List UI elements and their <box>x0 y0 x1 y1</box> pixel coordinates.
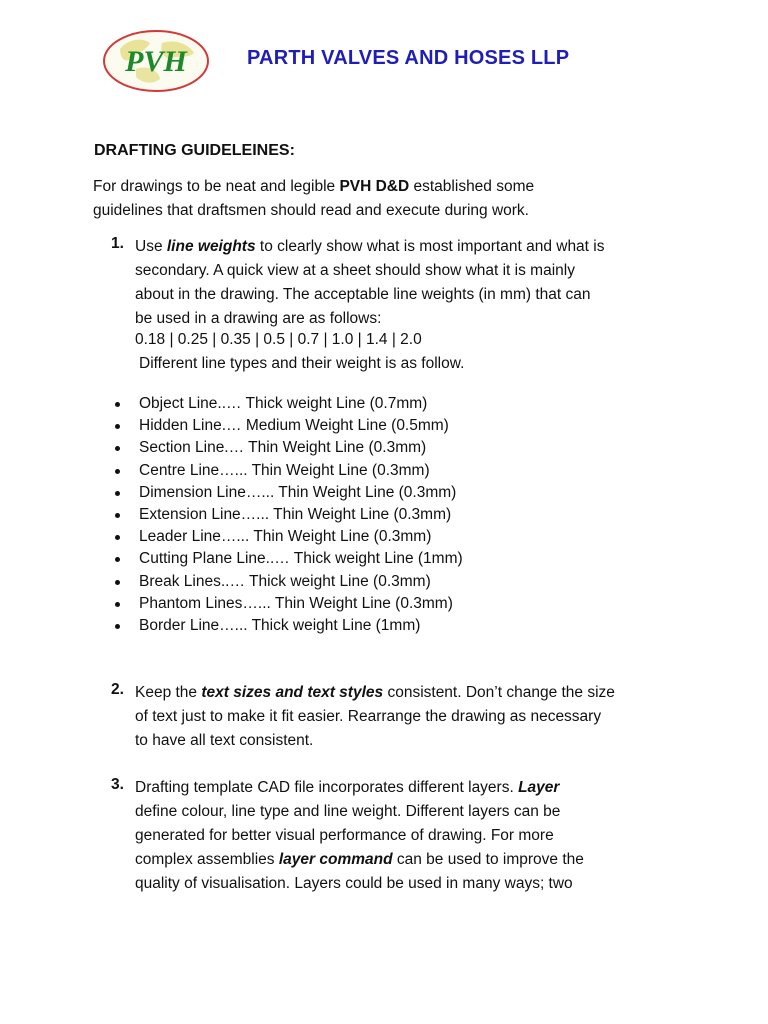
section-heading: DRAFTING GUIDELEINES: <box>94 142 295 159</box>
bullet-icon <box>115 624 120 629</box>
list-item: Break Lines..… Thick weight Line (0.3mm) <box>113 571 463 593</box>
list-item: Cutting Plane Line..… Thick weight Line (1mm) <box>113 548 463 570</box>
item-1-line: Use line weights to clearly show what is most important and what is <box>135 238 605 255</box>
item-3-line: quality of visualisation. Layers could be used in many ways; two <box>135 875 573 892</box>
bullet-icon <box>115 580 120 585</box>
list-item: Hidden Line.… Medium Weight Line (0.5mm) <box>113 415 463 437</box>
list-item: Border Line…... Thick weight Line (1mm) <box>113 615 463 637</box>
item-3-text <box>135 776 695 896</box>
bullet-icon <box>115 446 120 451</box>
bullet-icon <box>115 513 120 518</box>
list-item: Section Line.… Thin Weight Line (0.3mm) <box>113 437 463 459</box>
intro-paragraph <box>93 175 693 223</box>
bullet-icon <box>115 491 120 496</box>
item-2-number: 2. <box>111 681 124 698</box>
item-1-number: 1. <box>111 235 124 252</box>
line-weight-values: 0.18 | 0.25 | 0.35 | 0.5 | 0.7 | 1.0 | 1.4 | 2.0 <box>135 331 422 348</box>
list-item: Centre Line…... Thin Weight Line (0.3mm) <box>113 460 463 482</box>
item-1-text <box>135 235 695 331</box>
item-1-line: about in the drawing. The acceptable line weights (in mm) that can <box>135 286 591 303</box>
item-2-text <box>135 681 695 753</box>
company-logo <box>102 29 210 93</box>
logo-text: PVH <box>125 45 187 78</box>
bullet-icon <box>115 535 120 540</box>
list-item: Phantom Lines…... Thin Weight Line (0.3mm) <box>113 593 463 615</box>
item-3-line: generated for better visual performance of drawing. For more <box>135 827 554 844</box>
list-item: Extension Line…... Thin Weight Line (0.3mm) <box>113 504 463 526</box>
item-2-line: of text just to make it fit easier. Rearrange the drawing as necessary <box>135 708 602 725</box>
company-name: PARTH VALVES AND HOSES LLP <box>247 47 570 69</box>
line-types-intro: Different line types and their weight is as follow. <box>139 355 465 372</box>
bullet-icon <box>115 557 120 562</box>
item-3-line: complex assemblies layer command can be used to improve the <box>135 851 584 868</box>
intro-line-1: For drawings to be neat and legible PVH D&D established some <box>93 178 535 195</box>
item-1-line: secondary. A quick view at a sheet should show what it is mainly <box>135 262 575 279</box>
list-item: Leader Line…... Thin Weight Line (0.3mm) <box>113 526 463 548</box>
item-2-line: to have all text consistent. <box>135 732 314 749</box>
bullet-icon <box>115 402 120 407</box>
logo-graphic <box>102 29 210 93</box>
intro-line-2: guidelines that draftsmen should read and execute during work. <box>93 202 529 219</box>
line-types-list <box>113 393 463 637</box>
item-3-number: 3. <box>111 776 124 793</box>
item-3-line: Drafting template CAD file incorporates different layers. Layer <box>135 779 560 796</box>
list-item: Dimension Line…... Thin Weight Line (0.3mm) <box>113 482 463 504</box>
item-3-line: define colour, line type and line weight. Different layers can be <box>135 803 561 820</box>
bullet-icon <box>115 424 120 429</box>
item-2-line: Keep the text sizes and text styles consistent. Don’t change the size <box>135 684 615 701</box>
bullet-icon <box>115 469 120 474</box>
bullet-icon <box>115 602 120 607</box>
item-1-line: be used in a drawing are as follows: <box>135 310 382 327</box>
list-item: Object Line..… Thick weight Line (0.7mm) <box>113 393 463 415</box>
